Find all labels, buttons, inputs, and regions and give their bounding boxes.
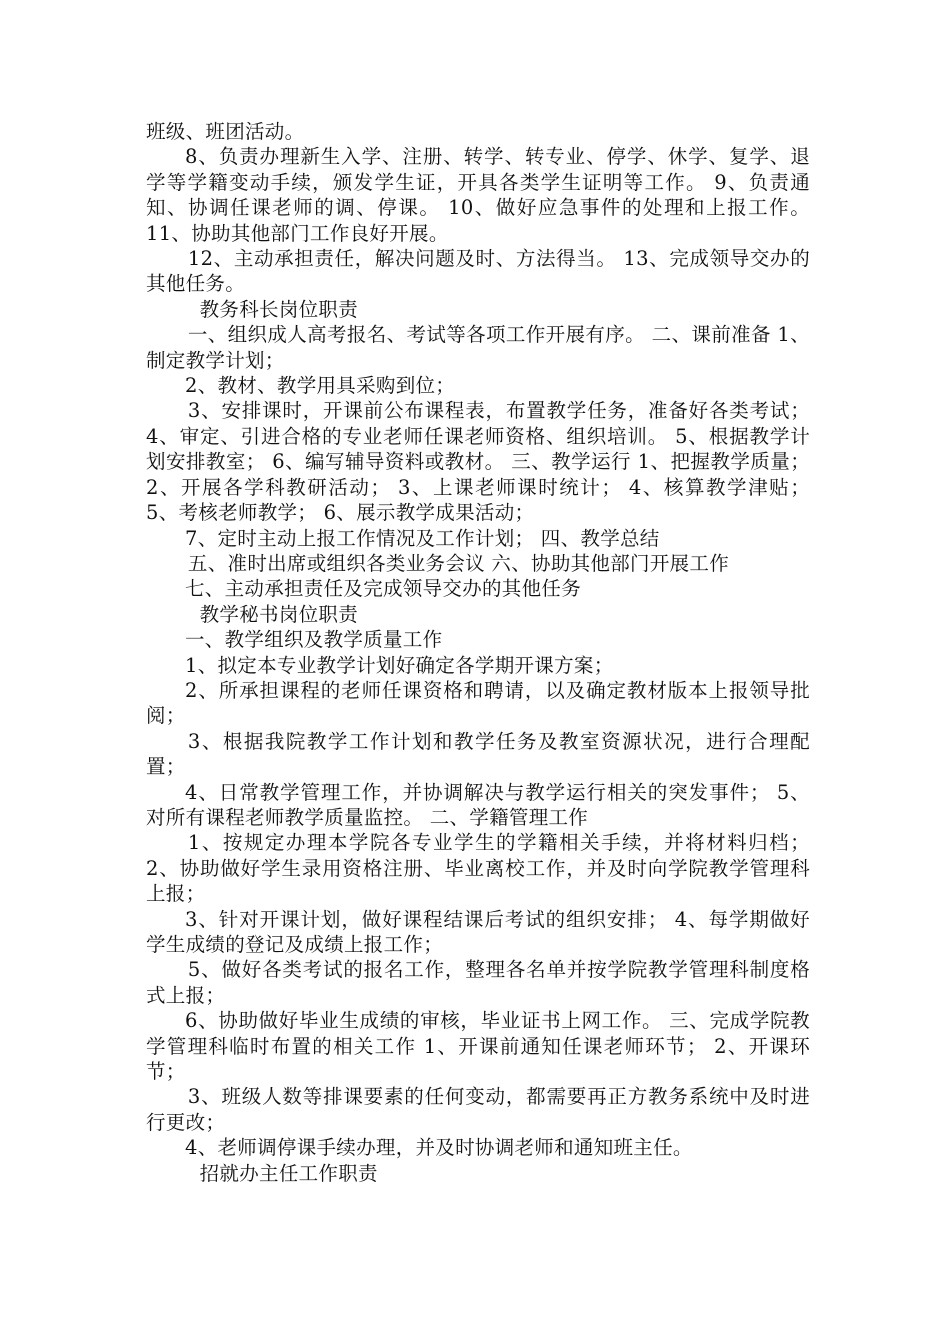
paragraph: 4、日常教学管理工作，并协调解决与教学运行相关的突发事件； 5、对所有课程老师教学质量监控。 二、学籍管理工作 [146,780,810,829]
paragraph: 4、老师调停课手续办理，并及时协调老师和通知班主任。 [185,1136,693,1160]
paragraph: 班级、班团活动。 [146,120,305,143]
paragraph: 5、做好各类考试的报名工作，整理各名单并按学院教学管理科制度格式上报； [146,958,810,1007]
paragraph: 3、根据我院教学工作计划和教学任务及教室资源状况，进行合理配置； [146,729,810,779]
paragraph: 一、组织成人高考报名、考试等各项工作开展有序。 二、课前准备 1、制定教学计划； [146,323,810,372]
paragraph: 2、教材、教学用具采购到位； [185,374,456,398]
paragraph: 12、主动承担责任，解决问题及时、方法得当。 13、完成领导交办的其他任务。 [146,247,810,296]
paragraph: 2、所承担课程的老师任课资格和聘请，以及确定教材版本上报领导批阅； [146,678,810,728]
paragraph: 6、协助做好毕业生成绩的审核，毕业证书上网工作。 三、完成学院教学管理科临时布置的相关工作 1、开课前通知任课老师环节； 2、开课环节； [146,1009,810,1084]
paragraph: 7、定时主动上报工作情况及工作计划； 四、教学总结 [185,526,660,550]
paragraph: 8、负责办理新生入学、注册、转学、转专业、停学、休学、复学、退学等学籍变动手续，颁发学生证，开具各类学生证明等工作。 9、负责通知、协调任课老师的调、停课。 10、做好应急事件的处理和上报工作。 11、协助其他部门工作良好开展。 [146,145,810,245]
paragraph: 五、准时出席或组织各类业务会议 六、协助其他部门开展工作 [187,551,730,575]
paragraph: 3、班级人数等排课要素的任何变动，都需要再正方教务系统中及时进行更改； [146,1085,810,1134]
section-heading: 招就办主任工作职责 [199,1161,378,1185]
document-body [146,119,810,1186]
paragraph: 1、拟定本专业教学计划好确定各学期开课方案； [185,653,614,677]
paragraph: 3、安排课时，开课前公布课程表，布置教学任务，准备好各类考试； 4、审定、引进合格的专业老师任课老师资格、组织培训。 5、根据教学计划安排教室； 6、编写辅导资料或教材。 三、教学运行 1、把握教学质量； 2、开展各学科教研活动； 3、上课老师课时统计； 4、核算教学津贴； 5、考核老师教学； 6、展示教学成果活动； [146,399,810,525]
section-heading: 教学秘书岗位职责 [199,602,359,626]
paragraph: 七、主动承担责任及完成领导交办的其他任务 [185,577,582,601]
section-heading: 教务科长岗位职责 [199,297,359,321]
paragraph: 3、针对开课计划，做好课程结课后考试的组织安排； 4、每学期做好学生成绩的登记及成绩上报工作； [146,907,810,956]
paragraph: 一、教学组织及教学质量工作 [185,628,443,652]
paragraph: 1、按规定办理本学院各专业学生的学籍相关手续，并将材料归档； 2、协助做好学生录用资格注册、毕业离校工作，并及时向学院教学管理科上报； [146,831,810,906]
